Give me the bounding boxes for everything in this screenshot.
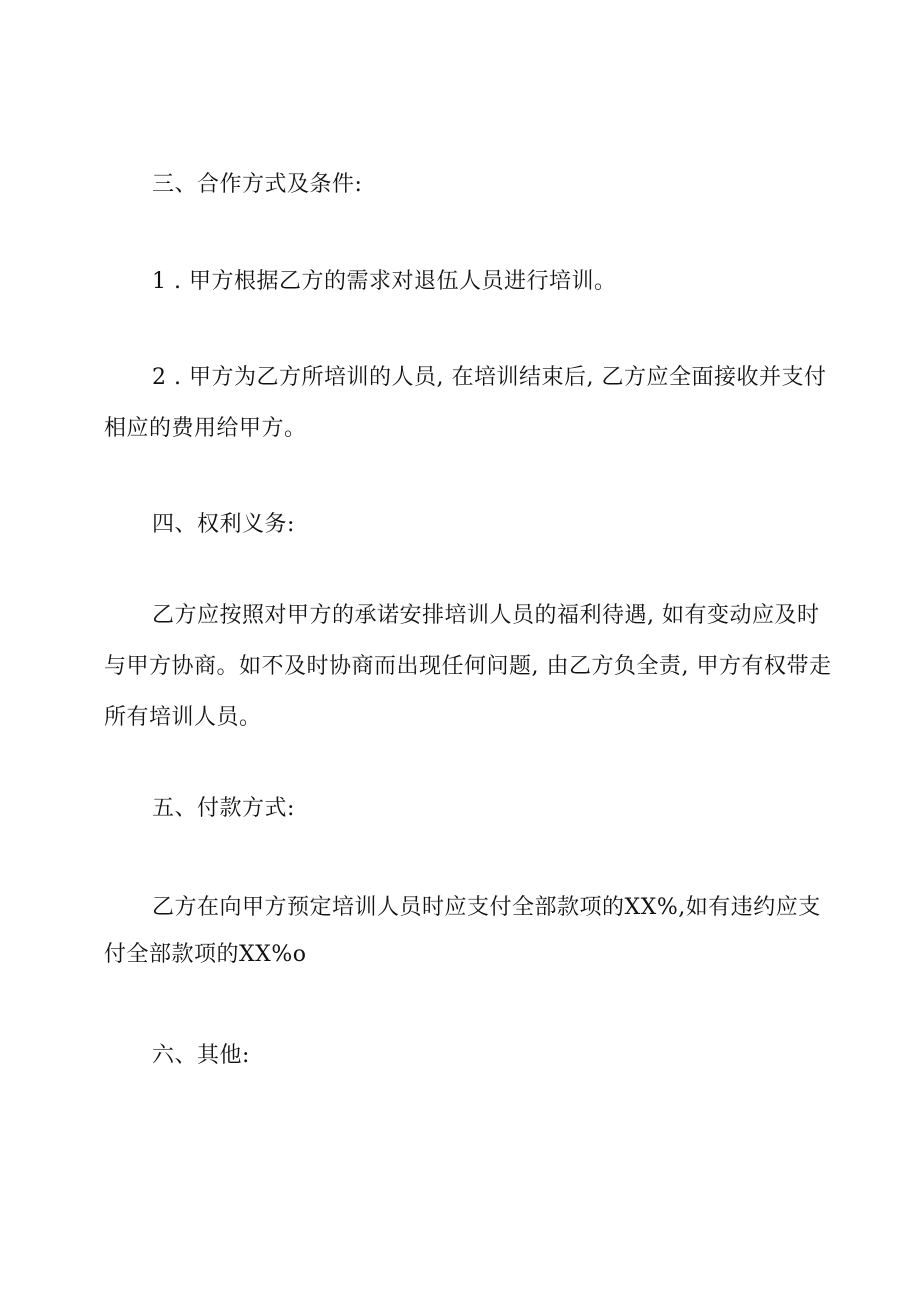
- section-3-heading: 三、合作方式及条件:: [152, 172, 363, 197]
- section-4-paragraph-line-1: 乙方应按照对甲方的承诺安排培训人员的福利待遇, 如有变动应及时: [152, 603, 820, 628]
- section-4-heading: 四、权利义务:: [152, 512, 295, 537]
- section-4-paragraph-line-3: 所有培训人员。: [104, 705, 262, 730]
- section-3-item-2-line-1: 2 . 甲方为乙方所培训的人员, 在培训结束后, 乙方应全面接收并支付: [152, 365, 827, 390]
- section-6-heading: 六、其他:: [152, 1043, 250, 1068]
- section-5-paragraph-line-1: 乙方在向甲方预定培训人员时应支付全部款项的XX%,如有违约应支: [152, 895, 821, 920]
- section-5-heading: 五、付款方式:: [152, 796, 295, 821]
- section-3-item-1: 1 . 甲方根据乙方的需求对退伍人员进行培训。: [152, 269, 617, 294]
- section-3-item-2-line-2: 相应的费用给甲方。: [104, 416, 307, 441]
- section-5-paragraph-line-2: 付全部款项的XX%o: [104, 942, 307, 967]
- section-4-paragraph-line-2: 与甲方协商。如不及时协商而出现任何问题, 由乙方负全责, 甲方有权带走: [104, 654, 832, 679]
